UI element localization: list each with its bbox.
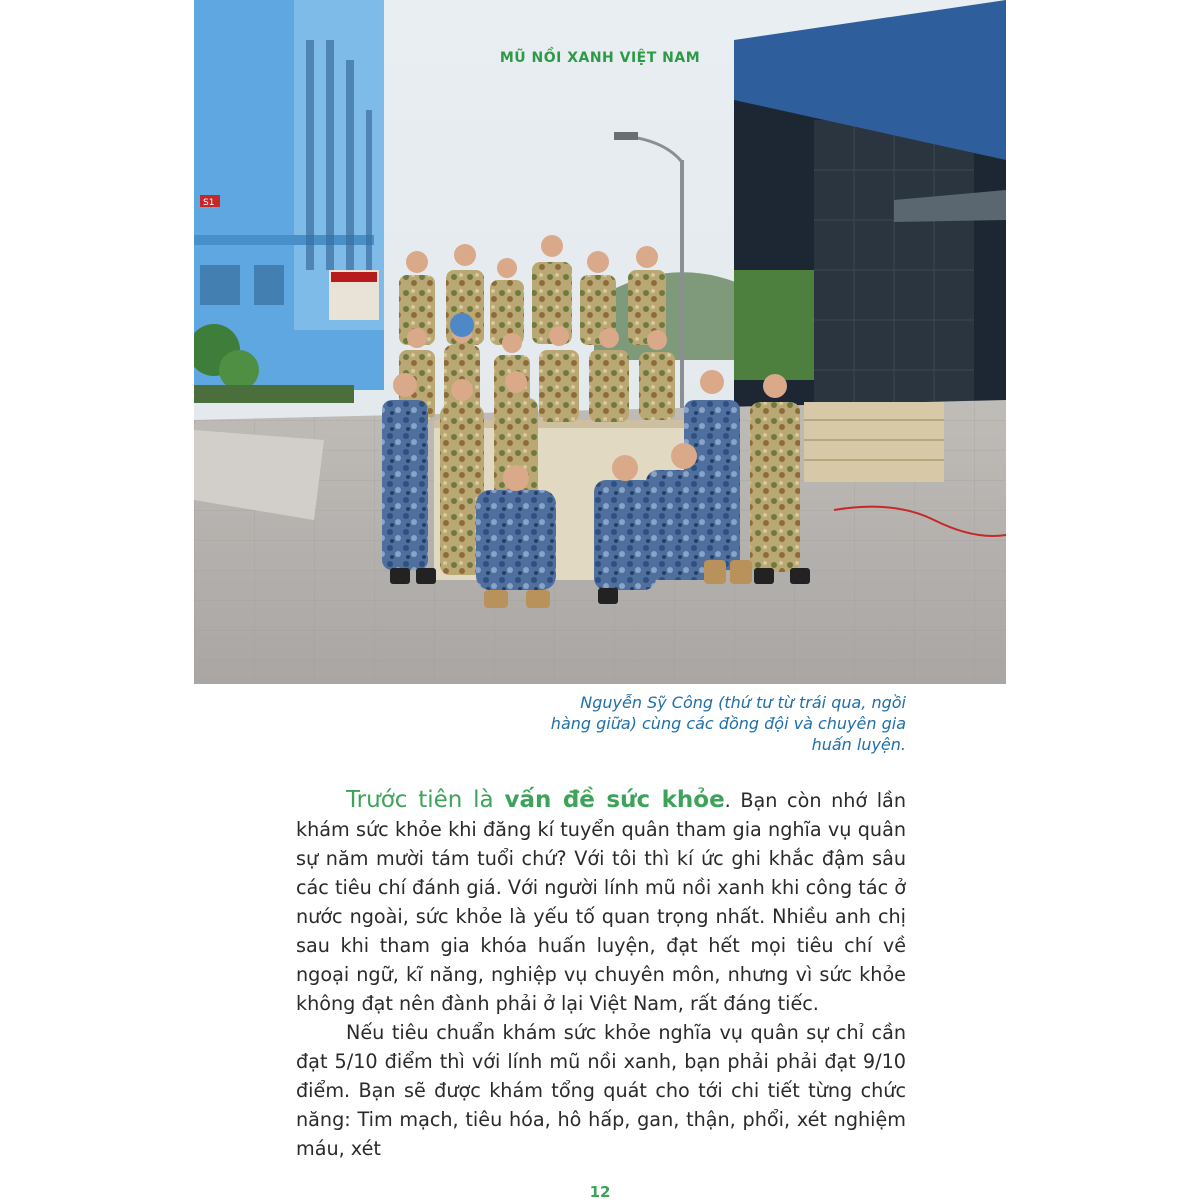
- paragraph-2: Nếu tiêu chuẩn khám sức khỏe nghĩa vụ quân sự chỉ cần đạt 5/10 điểm thì với lính mũ nồi xanh, bạn phải phải đạt 9/10 điểm. Bạn sẽ được khám tổng quát cho tới chi tiết từng chức năng: Tim mạch, tiêu hóa, hô hấp, gan, thận, phổi, xét nghiệm máu, xét: [296, 1021, 906, 1160]
- photo-caption: Nguyễn Sỹ Công (thứ tư từ trái qua, ngồi hàng giữa) cùng các đồng đội và chuyên gia huấn luyện.: [550, 693, 906, 754]
- paragraph-1-highlight: vấn đề sức khỏe: [504, 787, 725, 813]
- paragraph-1-lead: Trước tiên là: [346, 787, 505, 813]
- group-photo: [194, 0, 1006, 684]
- group-photo-illustration: [194, 0, 1006, 684]
- building-sign: S1: [203, 198, 215, 208]
- running-title: MŨ NỒI XANH VIỆT NAM: [499, 50, 701, 66]
- body-text: [296, 786, 906, 1163]
- paragraph-1-rest: . Bạn còn nhớ lần khám sức khỏe khi đăng kí tuyển quân tham gia nghĩa vụ quân sự năm mười tám tuổi chứ? Với tôi thì kí ức ghi khắc đậm sâu các tiêu chí đánh giá. Với người lính mũ nồi xanh khi công tác ở nước ngoài, sức khỏe là yếu tố quan trọng nhất. Nhiều anh chị sau khi tham gia khóa huấn luyện, đạt hết mọi tiêu chí về ngoại ngữ, kĩ năng, nghiệp vụ chuyên môn, nhưng vì sức khỏe không đạt nên đành phải ở lại Việt Nam, rất đáng tiếc.: [296, 789, 906, 1015]
- page-number: 12: [589, 1183, 611, 1201]
- paragraph-1: [296, 786, 906, 1018]
